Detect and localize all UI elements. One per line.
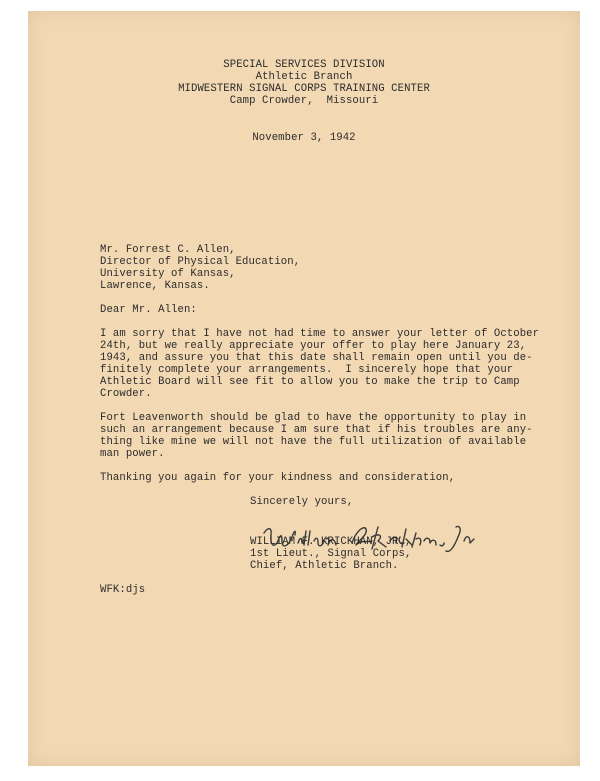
body-line: such an arrangement because I am sure that if his troubles are any- [100, 424, 533, 436]
signer-position: Chief, Athletic Branch. [250, 560, 399, 572]
body-line: thing like mine we will not have the full utilization of available [100, 436, 527, 448]
letterhead-center: MIDWESTERN SIGNAL CORPS TRAINING CENTER [178, 83, 430, 95]
letter-date: November 3, 1942 [252, 132, 356, 144]
body-line: Athletic Board will see fit to allow you to make the trip to Camp [100, 376, 520, 388]
salutation: Dear Mr. Allen: [100, 304, 197, 316]
body-line: man power. [100, 448, 165, 460]
signer-name: WILLIAM F. KRICKHAN, JR., [250, 536, 412, 548]
recipient-institution: University of Kansas, [100, 268, 236, 280]
body-line: finitely complete your arrangements. I sincerely hope that your [100, 364, 514, 376]
letterhead-location: Camp Crowder, Missouri [229, 95, 379, 107]
body-line: I am sorry that I have not had time to answer your letter of October [100, 328, 540, 340]
letterhead-branch: Athletic Branch [255, 71, 353, 83]
thanks-line: Thanking you again for your kindness and consideration, [100, 472, 456, 484]
recipient-title: Director of Physical Education, [100, 256, 301, 268]
body-line: 24th, but we really appreciate your offer to play here January 23, [100, 340, 527, 352]
recipient-name: Mr. Forrest C. Allen, [100, 244, 236, 256]
signer-rank: 1st Lieut., Signal Corps, [250, 548, 412, 560]
letterhead-division: SPECIAL SERVICES DIVISION [223, 59, 385, 71]
closing: Sincerely yours, [250, 496, 354, 508]
letter-paper [28, 11, 580, 766]
body-line: 1943, and assure you that this date shall remain open until you de- [100, 352, 533, 364]
reference-initials: WFK:djs [100, 584, 146, 596]
body-line: Fort Leavenworth should be glad to have the opportunity to play in [100, 412, 527, 424]
body-line: Crowder. [100, 388, 152, 400]
recipient-city: Lawrence, Kansas. [100, 280, 210, 292]
